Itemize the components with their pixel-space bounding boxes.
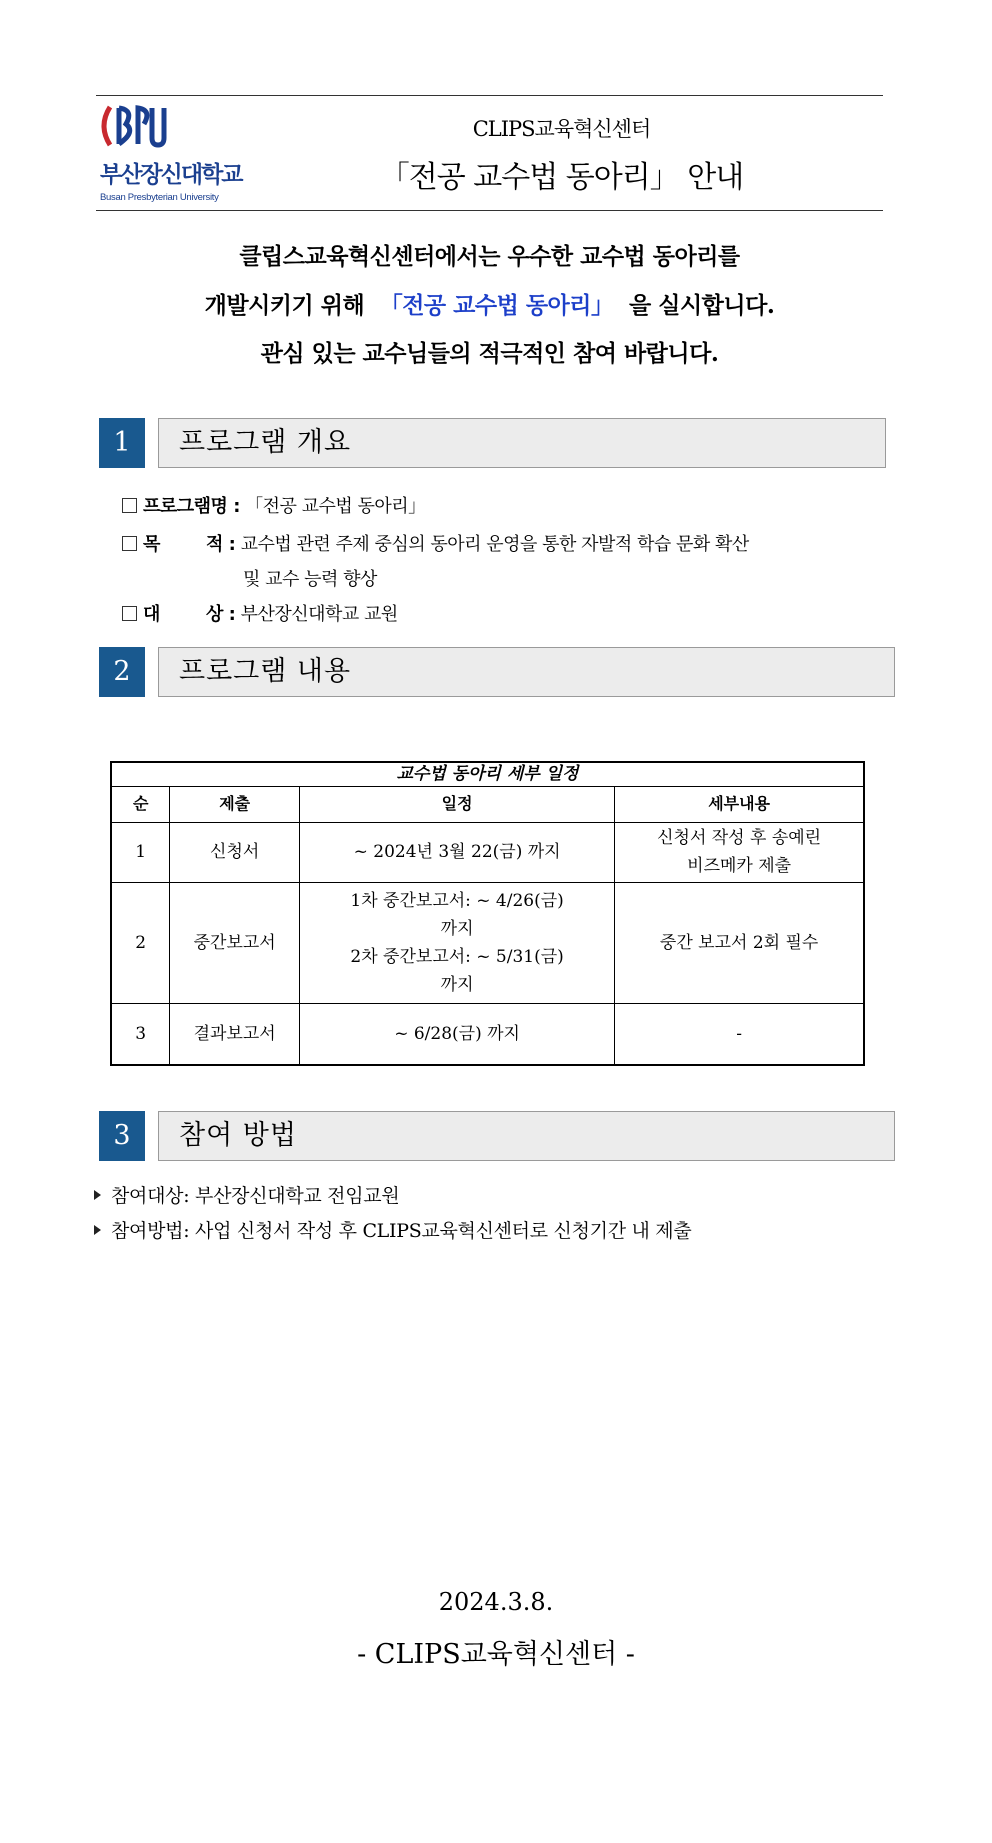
row-date-line: 1차 중간보고서: ~ 4/26(금) — [350, 890, 564, 911]
overview-target-value: 부산장신대학교 교원 — [240, 604, 398, 625]
schedule-table — [110, 761, 865, 1066]
row-submit: 중간보고서 — [170, 882, 300, 1003]
row-detail — [615, 1003, 864, 1065]
intro-highlight: 「전공 교수법 동아리」 — [379, 292, 614, 319]
row-date-line: ~ 2024년 3월 22(금) 까지 — [353, 842, 561, 862]
row-no: 2 — [111, 882, 170, 1003]
row-date-line: ~ 6/28(금) 까지 — [394, 1023, 520, 1044]
overview-purpose-cont — [243, 565, 377, 591]
university-logo — [100, 104, 240, 204]
intro-line-2 — [96, 287, 883, 320]
table-row — [111, 882, 864, 1003]
row-detail-line: - — [736, 1023, 742, 1044]
row-date — [300, 882, 615, 1003]
overview-program — [122, 492, 426, 518]
row-no: 3 — [111, 1003, 170, 1065]
overview-program-label: 프로그램명 : — [143, 496, 240, 517]
document-date: 2024.3.8. — [438, 1588, 554, 1616]
section-2-number: 2 — [99, 647, 145, 697]
schedule-header-submit: 제출 — [170, 786, 300, 822]
intro-line-2-pre: 개발시키기 위해 — [204, 292, 365, 319]
page-title: 「전공 교수법 동아리」 안내 — [379, 160, 744, 195]
schedule-caption: 교수법 동아리 세부 일정 — [111, 762, 864, 786]
row-date — [300, 1003, 615, 1065]
bpu-logo-mark-icon — [100, 104, 170, 148]
row-date-line: 까지 — [440, 974, 474, 995]
overview-program-value: 「전공 교수법 동아리」 — [245, 496, 426, 517]
logo-name-ko: 부산장신대학교 — [100, 162, 242, 188]
participation-item — [94, 1216, 691, 1243]
overview-purpose-value-2: 및 교수 능력 향상 — [243, 569, 377, 590]
checkbox-icon — [122, 536, 137, 551]
row-submit: 신청서 — [170, 822, 300, 882]
section-1-title: 프로그램 개요 — [158, 418, 886, 468]
schedule-header-no: 순 — [111, 786, 170, 822]
intro-line-3: 관심 있는 교수님들의 적극적인 참여 바랍니다. — [260, 340, 719, 367]
section-2-title: 프로그램 내용 — [158, 647, 895, 697]
schedule-header-date: 일정 — [300, 786, 615, 822]
checkbox-icon — [122, 606, 137, 621]
section-3-title: 참여 방법 — [158, 1111, 895, 1161]
logo-name-en: Busan Presbyterian University — [100, 192, 219, 203]
section-3-number: 3 — [99, 1111, 145, 1161]
table-row — [111, 822, 864, 882]
section-1-number: 1 — [99, 418, 145, 468]
intro-line-1: 클립스교육혁신센터에서는 우수한 교수법 동아리를 — [239, 243, 740, 270]
row-detail — [615, 882, 864, 1003]
row-date — [300, 822, 615, 882]
row-detail — [615, 822, 864, 882]
row-detail-line: 신청서 작성 후 송예린 — [657, 828, 822, 848]
overview-purpose — [122, 530, 749, 556]
table-row — [111, 1003, 864, 1065]
participation-item — [94, 1181, 399, 1208]
header-org: CLIPS교육혁신센터 — [472, 117, 651, 141]
row-date-line: 까지 — [440, 918, 474, 939]
document-signature: - CLIPS교육혁신센터 - — [357, 1639, 635, 1670]
bullet-triangle-icon — [94, 1225, 101, 1235]
participation-target: 참여대상: 부산장신대학교 전임교원 — [111, 1185, 400, 1207]
overview-target — [122, 600, 398, 626]
row-no: 1 — [111, 822, 170, 882]
checkbox-icon — [122, 498, 137, 513]
row-submit: 결과보고서 — [170, 1003, 300, 1065]
header-bottom-rule — [96, 210, 883, 211]
schedule-header-detail: 세부내용 — [615, 786, 864, 822]
header-top-rule — [96, 95, 883, 96]
participation-method: 참여방법: 사업 신청서 작성 후 CLIPS교육혁신센터로 신청기간 내 제출 — [111, 1220, 692, 1242]
bullet-triangle-icon — [94, 1190, 101, 1200]
overview-purpose-value-1: 교수법 관련 주제 중심의 동아리 운영을 통한 자발적 학습 문화 확산 — [240, 534, 749, 555]
overview-purpose-label: 목 적 : — [143, 534, 236, 555]
overview-target-label: 대 상 : — [143, 604, 236, 625]
row-date-line: 2차 중간보고서: ~ 5/31(금) — [350, 946, 564, 967]
intro-line-2-post: 을 실시합니다. — [629, 292, 775, 319]
row-detail-line: 중간 보고서 2회 필수 — [659, 932, 819, 953]
row-detail-line: 비즈메카 제출 — [687, 856, 792, 876]
